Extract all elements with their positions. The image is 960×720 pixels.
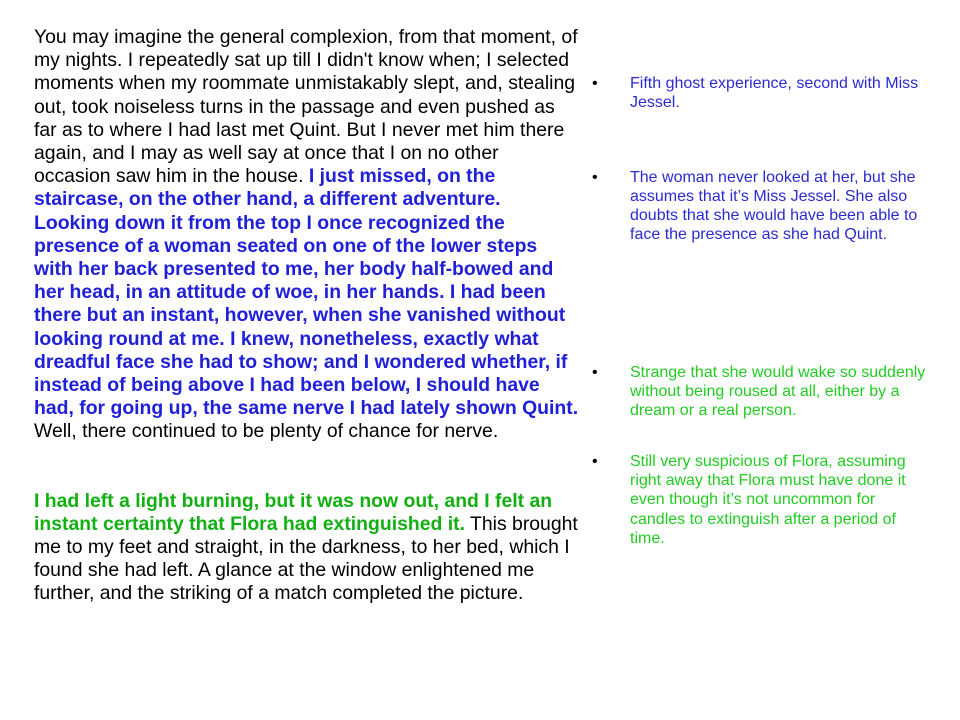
bullet-icon: • xyxy=(592,168,598,186)
note-item xyxy=(592,452,932,548)
note-text: Strange that she would wake so suddenly without being roused at all, either by a dream or a real person. xyxy=(630,363,926,420)
note-item xyxy=(592,363,932,421)
note-text: Fifth ghost experience, second with Miss Jessel. xyxy=(630,75,919,112)
passage-paragraph-2 xyxy=(34,490,579,606)
passage-column xyxy=(34,26,579,606)
note-item xyxy=(592,74,932,113)
bullet-icon: • xyxy=(592,75,598,92)
highlighted-passage-staircase: I just missed, on the staircase, on the other hand, a different adventure. Looking down it from the top I once recognized the presence of a woman seated on one of the lower steps with her back presented to me, her body half-bowed and her head, in an attitude of woe, in her hands. I had been there but an instant, however, when she vanished without looking round at me. I knew, nonetheless, exactly what dreadful face she had to show; and I wondered whether, if instead of being above I had been below, I should have had, for going up, the same nerve I had lately shown Quint. xyxy=(34,165,579,420)
note-item xyxy=(592,168,932,245)
note-text: Still very suspicious of Flora, assuming right away that Flora must have done it even though it’s not uncommon for candles to extinguish after a period of time. xyxy=(630,452,906,547)
highlighted-passage-light: I had left a light burning, but it was now out, and I felt an instant certainty that Flora had extinguished it. xyxy=(34,489,553,535)
bullet-icon: • xyxy=(592,363,598,381)
passage-paragraph-1 xyxy=(34,26,579,444)
note-text: The woman never looked at her, but she assumes that it’s Miss Jessel. She also doubts that she would have been able to face the presence as she had Quint. xyxy=(630,168,918,244)
bullet-icon: • xyxy=(592,452,598,470)
passage-text: This brought me to my feet and straight, in the darkness, to her bed, which I found she had left. A glance at the window enlightened me further, and the striking of a match completed the picture. xyxy=(34,512,578,605)
notes-column xyxy=(592,74,932,548)
passage-text: You may imagine the general complexion, from that moment, of my nights. I repeatedly sat up till I didn't know when; I selected moments when my roommate unmistakably slept, and, stealing out, took noiseless turns in the passage and even pushed as far as to where I had last met Quint. But I never met him there again, and I may as well say at once that I on no other occasion saw him in the house. xyxy=(34,26,578,188)
passage-text: Well, there continued to be plenty of chance for nerve. xyxy=(34,420,499,443)
